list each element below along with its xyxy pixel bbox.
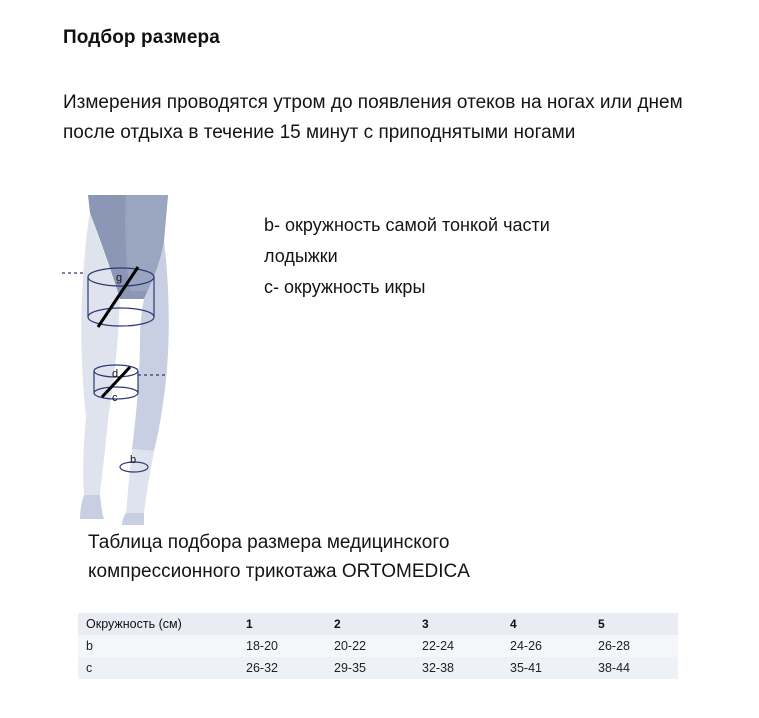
size-table (78, 613, 678, 679)
legend-line-3: c- окружность икры (264, 277, 426, 297)
row-c-size-4: 35-41 (502, 657, 590, 679)
legend-line-1: b- окружность самой тонкой части (264, 215, 550, 235)
row-b-size-2: 20-22 (326, 635, 414, 657)
row-c-size-5: 38-44 (590, 657, 678, 679)
table-header-cell-0: Окружность (см) (78, 613, 238, 635)
svg-text:b: b (130, 454, 137, 466)
intro-paragraph: Измерения проводятся утром до появления отеков на ногах или днем после отдыха в течение 15 минут с приподнятыми ногами (63, 92, 683, 143)
measurement-legend (264, 210, 734, 303)
table-row (78, 635, 678, 657)
page-title: Подбор размера (63, 27, 220, 48)
table-header-cell-4: 4 (502, 613, 590, 635)
row-b-size-4: 24-26 (502, 635, 590, 657)
svg-text:g: g (116, 272, 123, 284)
legend-line-2: лодыжки (264, 246, 338, 266)
row-c-size-2: 29-35 (326, 657, 414, 679)
row-b-size-1: 18-20 (238, 635, 326, 657)
row-b-size-5: 26-28 (590, 635, 678, 657)
table-header-cell-5: 5 (590, 613, 678, 635)
leg-measurement-diagram (60, 195, 250, 525)
row-c-size-1: 26-32 (238, 657, 326, 679)
row-b-label: b (78, 635, 238, 657)
row-c-label: c (78, 657, 238, 679)
table-caption-line-2: компрессионного трикотажа ORTOMEDICA (88, 561, 470, 582)
svg-text:c: c (112, 392, 118, 404)
table-header-cell-1: 1 (238, 613, 326, 635)
row-b-size-3: 22-24 (414, 635, 502, 657)
row-c-size-3: 32-38 (414, 657, 502, 679)
table-row (78, 657, 678, 679)
svg-text:d: d (112, 368, 119, 380)
table-header-row (78, 613, 678, 635)
table-header-cell-3: 3 (414, 613, 502, 635)
table-caption (88, 528, 688, 586)
table-header-cell-2: 2 (326, 613, 414, 635)
table-caption-line-1: Таблица подбора размера медицинского (88, 532, 450, 553)
